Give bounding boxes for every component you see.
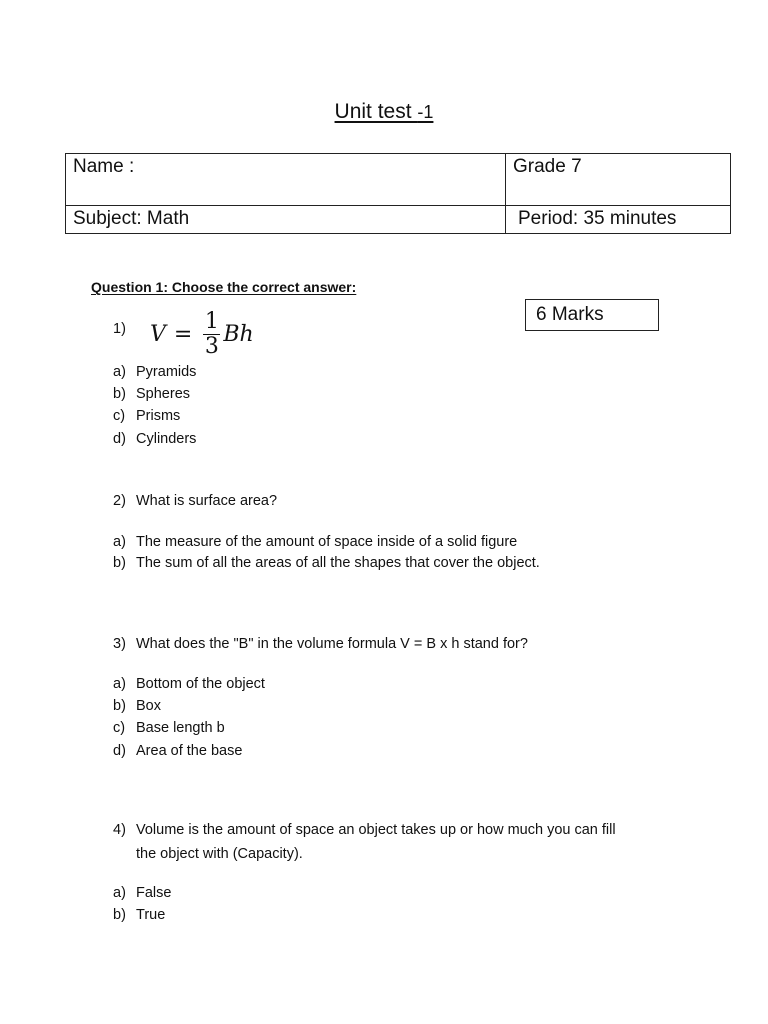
option-text: True xyxy=(136,907,166,923)
formula-lhs: V xyxy=(150,322,166,347)
option-letter: c) xyxy=(113,720,126,736)
period-value: Period: 35 minutes xyxy=(518,208,677,229)
grade-value: Grade 7 xyxy=(513,156,582,177)
option-text: Area of the base xyxy=(136,743,243,759)
fraction-numerator: 1 xyxy=(204,309,219,334)
option-text: Pyramids xyxy=(136,364,197,380)
name-label: Name : xyxy=(73,156,135,177)
page-title: Unit test -1 xyxy=(334,100,434,123)
question-text: What does the "B" in the volume formula V = B x h stand for? xyxy=(136,636,528,652)
formula-rhs: Bh xyxy=(223,322,254,347)
option-text: Spheres xyxy=(136,386,191,402)
option-letter: d) xyxy=(113,431,126,447)
student-info-table xyxy=(65,153,731,234)
period-cell xyxy=(506,206,731,234)
grade-cell xyxy=(506,154,731,206)
option-text: Base length b xyxy=(136,720,225,736)
option-letter: b) xyxy=(113,698,126,714)
option-text: False xyxy=(136,885,172,901)
option-text: The measure of the amount of space inside of a solid figure xyxy=(136,534,518,550)
name-cell xyxy=(66,154,506,206)
option-letter: a) xyxy=(113,676,126,692)
question-text: Volume is the amount of space an object takes up or how much you can fill xyxy=(136,822,616,838)
formula-equals: = xyxy=(173,322,193,347)
option-letter: b) xyxy=(113,555,126,571)
fraction-denominator: 3 xyxy=(204,334,219,359)
subject-value: Subject: Math xyxy=(73,208,190,229)
subject-cell xyxy=(66,206,506,234)
question-text-continued: the object with (Capacity). xyxy=(136,846,303,862)
formula-fraction xyxy=(203,310,220,359)
question-number: 3) xyxy=(113,636,126,652)
marks-box: 6 Marks xyxy=(525,299,659,331)
option-text: Prisms xyxy=(136,408,181,424)
option-letter: a) xyxy=(113,364,126,380)
option-text: Box xyxy=(136,698,161,714)
option-letter: c) xyxy=(113,408,126,424)
option-letter: d) xyxy=(113,743,126,759)
option-text: The sum of all the areas of all the shapes that cover the object. xyxy=(136,555,540,571)
question-number: 2) xyxy=(113,493,126,509)
question-number: 4) xyxy=(113,822,126,838)
option-letter: a) xyxy=(113,885,126,901)
question-number: 1) xyxy=(113,321,126,337)
option-text: Cylinders xyxy=(136,431,197,447)
volume-formula xyxy=(150,310,254,359)
question-text: What is surface area? xyxy=(136,493,278,509)
option-text: Bottom of the object xyxy=(136,676,265,692)
option-letter: b) xyxy=(113,907,126,923)
section-heading: Question 1: Choose the correct answer: xyxy=(91,279,357,295)
option-letter: a) xyxy=(113,534,126,550)
option-letter: b) xyxy=(113,386,126,402)
